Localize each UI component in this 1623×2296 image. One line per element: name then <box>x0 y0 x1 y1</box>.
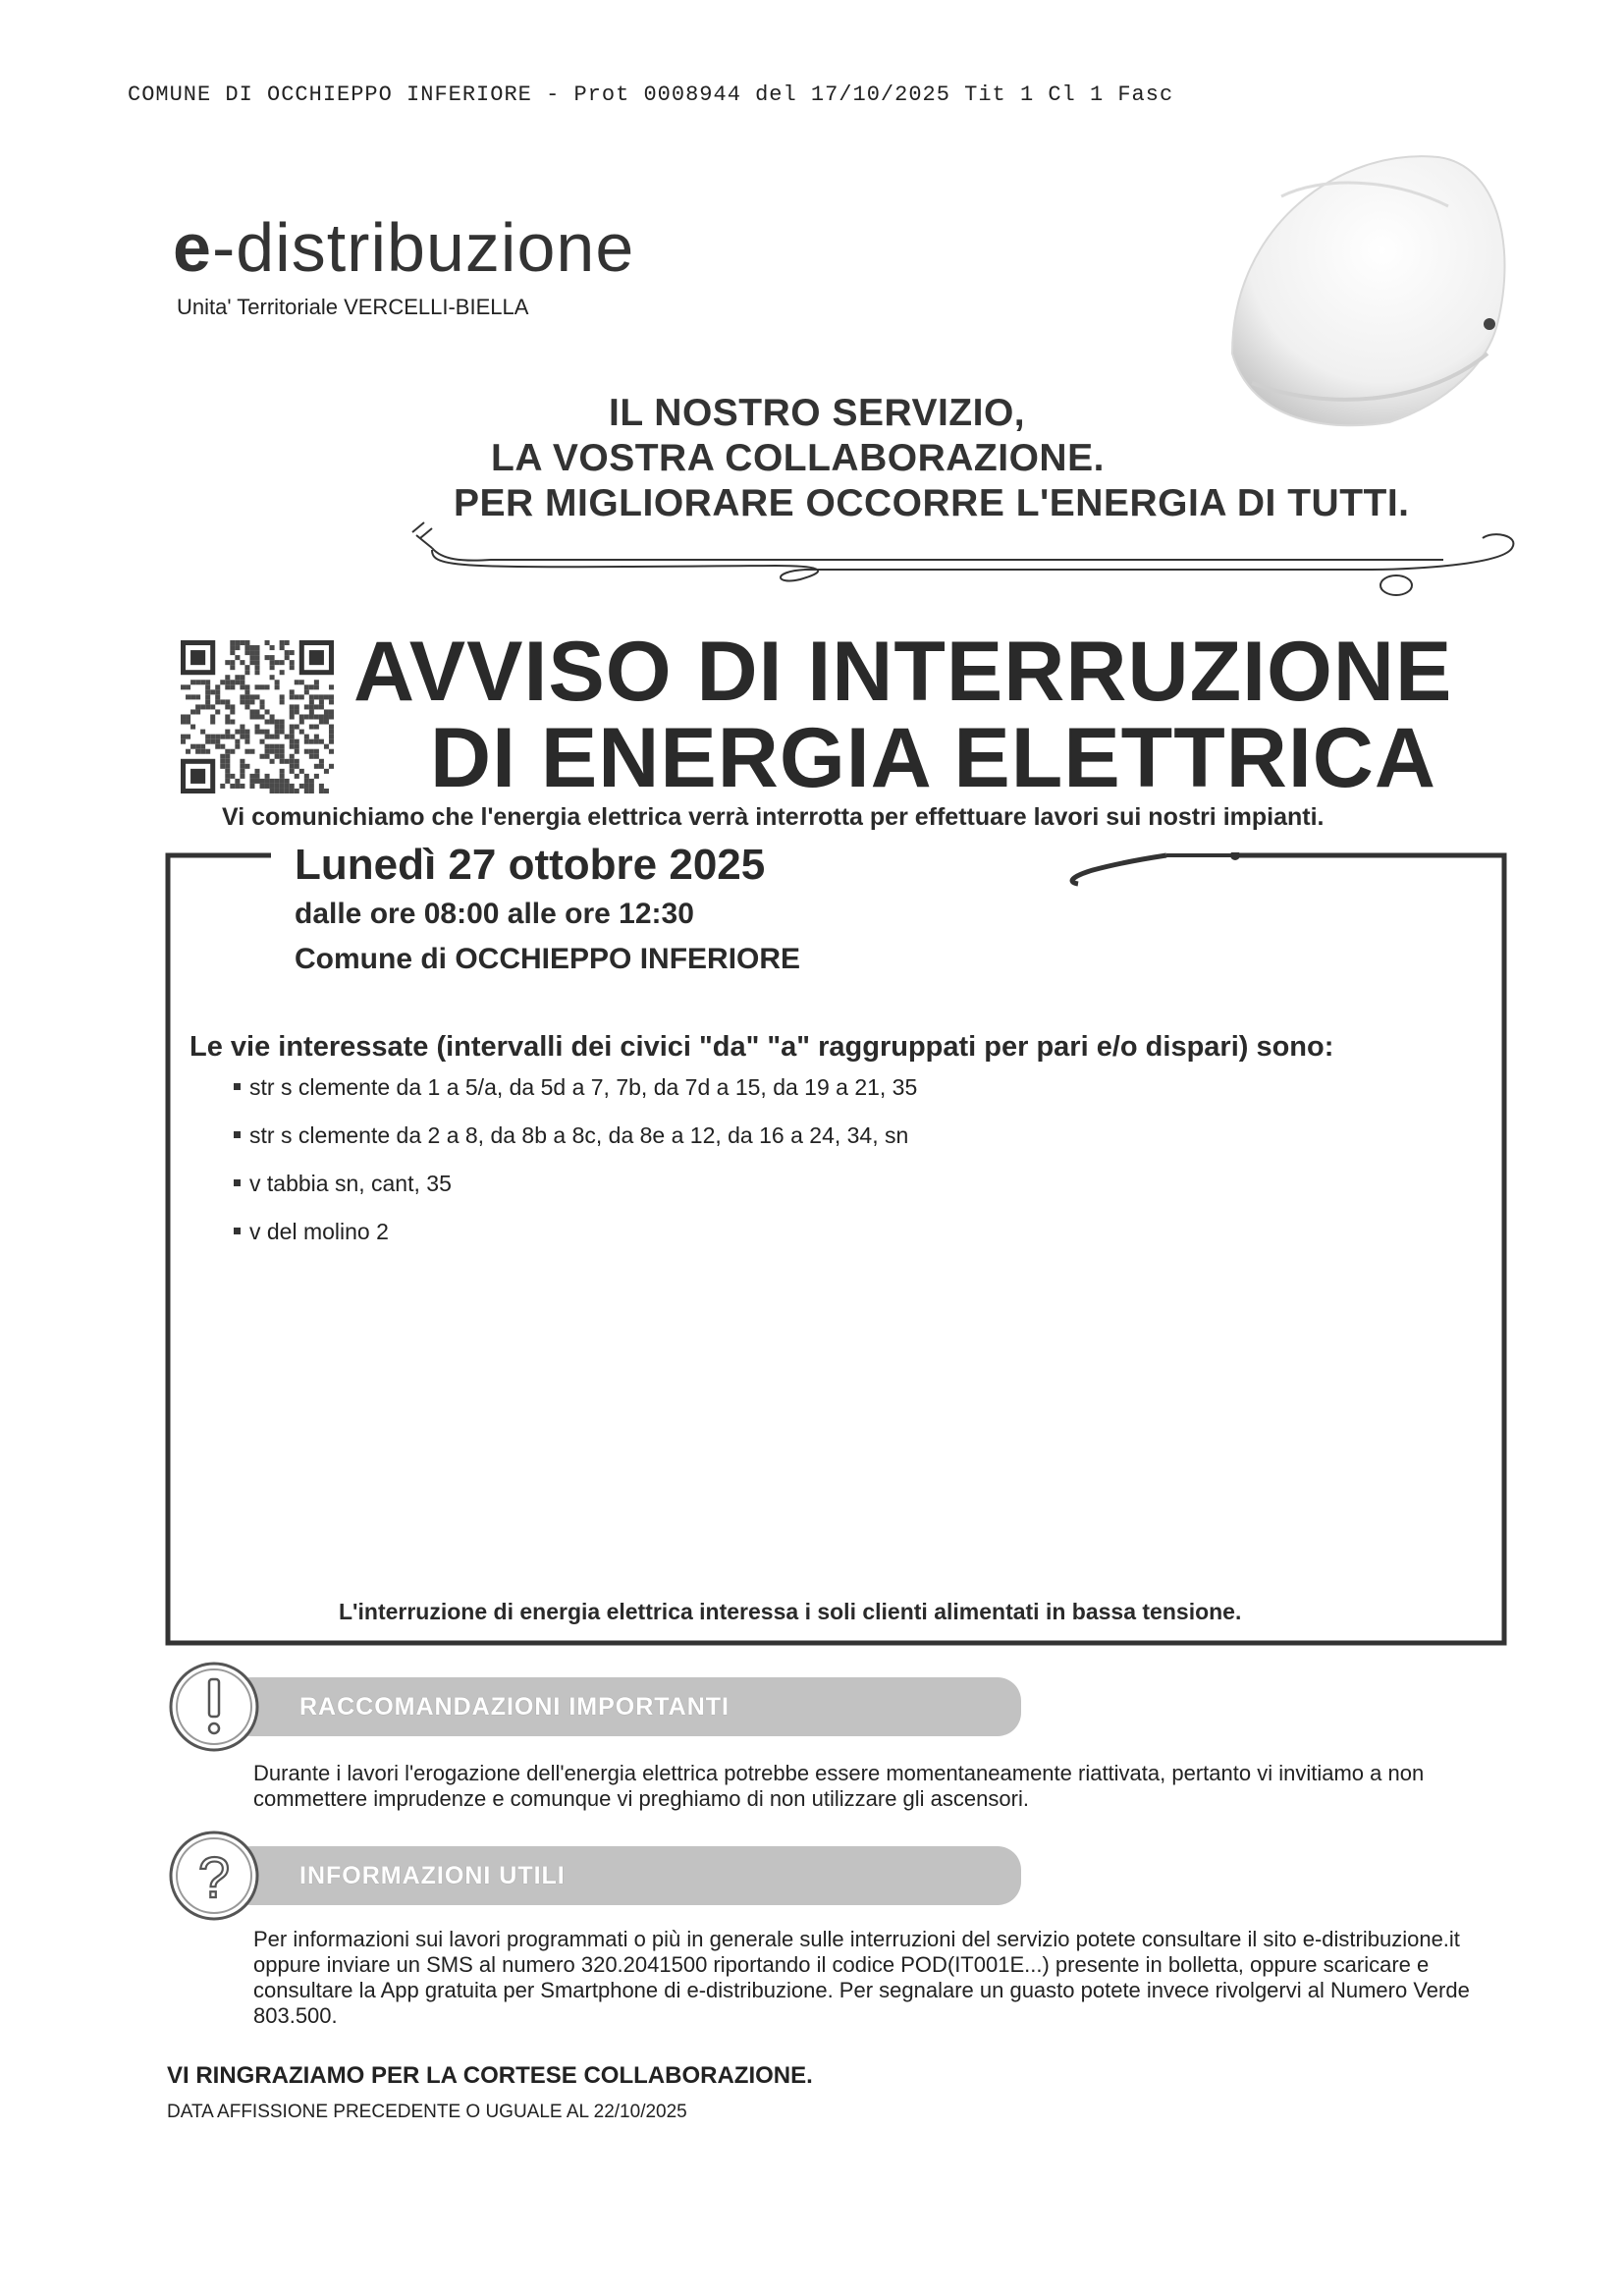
closing-thanks: VI RINGRAZIAMO PER LA CORTESE COLLABORAZIONE. <box>167 2062 813 2089</box>
company-logo <box>173 208 634 287</box>
bullet-icon <box>234 1131 241 1138</box>
posting-date: DATA AFFISSIONE PRECEDENTE O UGUALE AL 22/10/2025 <box>167 2102 687 2122</box>
list-item <box>234 1219 1412 1267</box>
recommendations-text: Durante i lavori l'erogazione dell'energia elettrica potrebbe essere momentaneamente riattivata, pertanto vi invitiamo a non commettere imprudenze e comunque vi preghiamo di non utilizzare gli ascensori. <box>253 1761 1425 1811</box>
streets-heading: Le vie interessate (intervalli dei civici "da" "a" raggruppati per pari e/o dispari) sono: <box>189 1031 1334 1063</box>
list-item <box>234 1074 1412 1122</box>
slogan-line-2: LA VOSTRA COLLABORAZIONE. <box>491 437 1105 479</box>
info-text: Per informazioni sui lavori programmati o più in generale sulle interruzioni del servizio potete consultare il sito e-distribuzione.it oppure inviare un SMS al numero 320.2041500 riportando il codice POD(IT001E...) presente in bolletta, oppure scaricare e consultare la App gratuita per Smartphone di e-distribuzione. Per segnalare un guasto potete invece rivolgervi al Numero Verde 803.500. <box>253 1927 1470 2028</box>
outage-date: Lunedì 27 ottobre 2025 <box>295 841 766 889</box>
svg-text:?: ? <box>197 1846 231 1910</box>
logo-text: -distribuzione <box>211 209 635 286</box>
logo-e: e <box>173 209 212 286</box>
bullet-icon <box>234 1228 241 1234</box>
low-voltage-footnote: L'interruzione di energia elettrica interessa i soli clienti alimentati in bassa tensione. <box>339 1599 1242 1624</box>
notice-title <box>353 625 1571 805</box>
bullet-icon <box>234 1083 241 1090</box>
power-cable-illustration <box>403 491 1532 609</box>
qr-code <box>181 640 334 793</box>
slogan-line-3: PER MIGLIORARE OCCORRE L'ENERGIA DI TUTTI. <box>454 482 1410 524</box>
notice-title-line-1: AVVISO DI INTERRUZIONE <box>353 625 1453 719</box>
list-item <box>234 1171 1412 1219</box>
street-text: str s clemente da 1 a 5/a, da 5d a 7, 7b, da 7d a 15, da 19 a 21, 35 <box>249 1074 918 1100</box>
streets-list <box>234 1074 1412 1267</box>
street-text: v tabbia sn, cant, 35 <box>249 1171 452 1196</box>
bullet-icon <box>234 1179 241 1186</box>
list-item <box>234 1122 1412 1171</box>
outage-municipality: Comune di OCCHIEPPO INFERIORE <box>295 943 801 975</box>
territorial-unit: Unita' Territoriale VERCELLI-BIELLA <box>177 295 529 319</box>
notice-title-line-2: DI ENERGIA ELETTRICA <box>430 711 1436 805</box>
recommendations-title: RACCOMANDAZIONI IMPORTANTI <box>299 1693 730 1721</box>
slogan-line-1: IL NOSTRO SERVIZIO, <box>609 392 1026 434</box>
outage-time: dalle ore 08:00 alle ore 12:30 <box>295 898 694 930</box>
info-banner <box>167 1827 1023 1925</box>
notice-intro: Vi comunichiamo che l'energia elettrica verrà interrotta per effettuare lavori sui nostri impianti. <box>222 803 1325 831</box>
protocol-stamp: COMUNE DI OCCHIEPPO INFERIORE - Prot 0008944 del 17/10/2025 Tit 1 Cl 1 Fasc <box>128 82 1174 107</box>
info-title: INFORMAZIONI UTILI <box>299 1862 566 1889</box>
street-text: v del molino 2 <box>249 1219 389 1244</box>
street-text: str s clemente da 2 a 8, da 8b a 8c, da 8e a 12, da 16 a 24, 34, sn <box>249 1122 909 1148</box>
